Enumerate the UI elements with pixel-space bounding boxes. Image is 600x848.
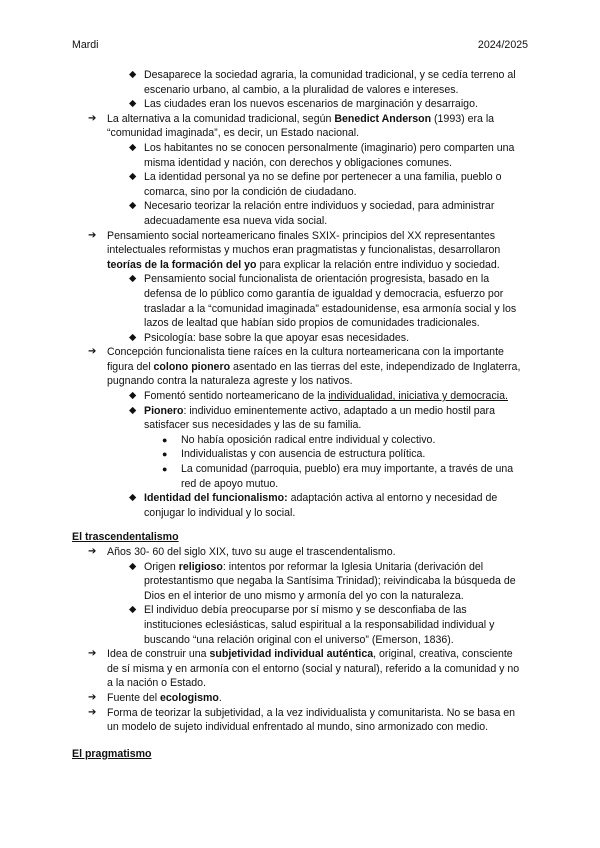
arrow-bullet-icon: ➔ xyxy=(88,229,97,241)
page-header xyxy=(72,38,528,52)
diamond-item: ◆ La identidad personal ya no se define por pertenecer a una familia, pueblo o comarca, sino por la condición de ciudadano. xyxy=(129,171,502,198)
dot-item: ● La comunidad (parroquia, pueblo) era muy importante, a través de una red de apoyo mutuo. xyxy=(162,463,514,490)
document-body xyxy=(0,68,600,761)
diamond-bullet-icon: ◆ xyxy=(129,141,137,153)
diamond-bullet-icon: ◆ xyxy=(129,404,137,416)
section-heading-trascendentalismo: El trascendentalismo xyxy=(72,531,179,544)
arrow-item: ➔ Concepción funcionalista tiene raíces en la cultura norteamericana con la importante figura del colono pionero asentado en las tierras del este, independizado de Inglaterra, pugnando contra la naturaleza agreste y los nativos. xyxy=(88,346,521,388)
dot-bullet-icon: ● xyxy=(162,449,168,460)
diamond-item: ◆ Origen religioso: intentos por reformar la Iglesia Unitaria (derivación del protestantismo que negaba la Santísima Trinidad); reivindicaba la búsqueda de Dios en el interior de uno mismo y armonía del yo con la naturaleza. xyxy=(129,560,516,602)
header-year: 2024/2025 xyxy=(477,39,528,51)
arrow-item: ➔ Pensamiento social norteamericano finales SXIX- principios del XX representantes intelectuales reformistas y muchos eran pragmatistas y funcionalistas, desarrollaron teorías de la formación del yo para explicar la relación entre individuo y sociedad. xyxy=(88,229,501,271)
diamond-bullet-icon: ◆ xyxy=(129,98,137,110)
arrow-item: ➔ Idea de construir una subjetividad individual auténtica, original, creativa, consciente de sí misma y en armonía con el entorno (social y natural), referido a la comunidad y no a la nación o Estado. xyxy=(88,648,520,690)
arrow-bullet-icon: ➔ xyxy=(88,691,97,703)
arrow-item: ➔ Años 30- 60 del siglo XIX, tuvo su auge el trascendentalismo. xyxy=(88,546,396,558)
arrow-item: ➔ Forma de teorizar la subjetividad, a la vez individualista y comunitarista. No se basa en un modelo de sujeto individual enfrentado al mundo, sino armonizado con medio. xyxy=(88,706,516,734)
diamond-item: ◆ Necesario teorizar la relación entre individuos y sociedad, para administrar adecuadamente esa nueva vida social. xyxy=(129,200,495,227)
diamond-bullet-icon: ◆ xyxy=(129,171,137,183)
dot-bullet-icon: ● xyxy=(162,464,168,475)
diamond-item: ◆ Fomentó sentido norteamericano de la individualidad, iniciativa y democracia. xyxy=(129,390,508,403)
diamond-item: ◆ Desaparece la sociedad agraria, la comunidad tradicional, y se cedía terreno al escenario urbano, al cambio, a la pluralidad de valores e intereses. xyxy=(129,69,516,96)
diamond-bullet-icon: ◆ xyxy=(129,273,137,285)
arrow-bullet-icon: ➔ xyxy=(88,546,97,557)
diamond-bullet-icon: ◆ xyxy=(129,560,137,572)
diamond-bullet-icon: ◆ xyxy=(129,200,137,212)
arrow-bullet-icon: ➔ xyxy=(88,346,97,358)
diamond-item: ◆ Pionero: individuo eminentemente activo, adaptado a un medio hostil para satisfacer sus necesidades y las de su familia. xyxy=(129,404,495,432)
diamond-item: ◆ Las ciudades eran los nuevos escenarios de marginación y desarraigo. xyxy=(129,98,478,111)
diamond-item: ◆ Pensamiento social funcionalista de orientación progresista, basado en la defensa de lo público como garantía de igualdad y democracia, esfuerzo por trasladar a la “comunidad imaginada” estadounidense, esa armonía social y los lazos de lealtad que habían sido propios de comunidades tradicionales. xyxy=(129,273,517,330)
diamond-item: ◆ Psicología: base sobre la que apoyar esas necesidades. xyxy=(129,331,410,344)
dot-bullet-icon: ● xyxy=(162,434,168,445)
header-course: Mardi xyxy=(72,39,99,51)
diamond-bullet-icon: ◆ xyxy=(129,492,137,504)
section-heading-pragmatismo: El pragmatismo xyxy=(72,747,152,760)
arrow-bullet-icon: ➔ xyxy=(88,648,97,660)
dot-item: ● Individualistas y con ausencia de estructura política. xyxy=(162,448,426,461)
dot-item: ● No había oposición radical entre individual y colectivo. xyxy=(162,433,436,446)
arrow-item: ➔ La alternativa a la comunidad tradicional, según Benedict Anderson (1993) era la “comunidad imaginada”, es decir, un Estado nacional. xyxy=(88,112,495,140)
arrow-item: ➔ Fuente del ecologismo. xyxy=(88,691,222,704)
arrow-bullet-icon: ➔ xyxy=(88,112,97,124)
diamond-item: ◆ Los habitantes no se conocen personalmente (imaginario) pero comparten una misma identidad y nación, con derechos y obligaciones comunes. xyxy=(129,141,515,169)
diamond-bullet-icon: ◆ xyxy=(129,390,137,402)
diamond-item: ◆ El individuo debía preocuparse por sí mismo y se desconfiaba de las instituciones eclesiásticas, salud espiritual a la responsabilidad individual y buscando “una relación original con el universo” (Emerson, 1836). xyxy=(129,604,495,646)
diamond-item: ◆ Identidad del funcionalismo: adaptación activa al entorno y necesidad de conjugar lo individual y lo social. xyxy=(129,492,498,519)
diamond-bullet-icon: ◆ xyxy=(129,69,137,80)
diamond-bullet-icon: ◆ xyxy=(129,604,137,616)
diamond-bullet-icon: ◆ xyxy=(129,331,137,343)
arrow-bullet-icon: ➔ xyxy=(88,706,97,718)
